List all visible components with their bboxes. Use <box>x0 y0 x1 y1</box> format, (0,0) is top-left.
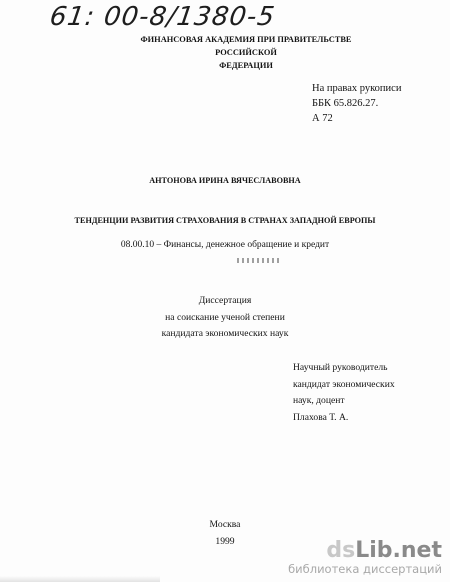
year: 1999 <box>215 536 235 547</box>
city-name: Москва <box>209 519 241 530</box>
degree-block <box>0 293 450 343</box>
degree-line-3: кандидата экономических наук <box>161 328 289 339</box>
supervisor-line-2: кандидат экономических <box>293 378 395 390</box>
degree-line-1: Диссертация <box>198 295 252 306</box>
dslib-watermark <box>288 539 442 576</box>
scan-smudge <box>237 258 279 263</box>
manuscript-rights-block <box>312 81 401 126</box>
degree-line-2: на соискание ученой степени <box>165 311 285 323</box>
dslib-logo <box>288 539 442 563</box>
dslib-subtitle: библиотека диссертаций <box>288 562 442 576</box>
supervisor-block <box>293 360 395 426</box>
supervisor-line-4: Плахова Т. А. <box>293 411 349 423</box>
organization-name <box>110 33 382 72</box>
dslib-logo-prefix: ds <box>326 538 356 563</box>
author-name: АНТОНОВА ИРИНА ВЯЧЕСЛАВОВНА <box>149 176 301 185</box>
organization-line-1: ФИНАНСОВАЯ АКАДЕМИЯ ПРИ ПРАВИТЕЛЬСТВЕ РОССИЙСКОЙ <box>140 35 352 57</box>
organization-line-2: ФЕДЕРАЦИИ <box>219 61 273 70</box>
supervisor-line-3: наук, доцент <box>293 395 345 406</box>
supervisor-line-1: Научный руководитель <box>293 362 388 373</box>
manuscript-rights-label: На правах рукописи <box>312 83 402 94</box>
scan-edge-shadow <box>0 576 160 582</box>
specialty-code: 08.00.10 – Финансы, денежное обращение и кредит <box>120 240 330 250</box>
dslib-logo-suffix: Lib.net <box>355 538 442 563</box>
author-sign-code: А 72 <box>312 113 333 124</box>
bbk-code: ББК 65.826.27. <box>312 98 379 109</box>
handwritten-archive-code: 61: 00-8/1380-5 <box>47 2 278 32</box>
dissertation-title: ТЕНДЕНЦИИ РАЗВИТИЯ СТРАХОВАНИЯ В СТРАНАХ ЗАПАДНОЙ ЕВРОПЫ <box>74 216 376 225</box>
